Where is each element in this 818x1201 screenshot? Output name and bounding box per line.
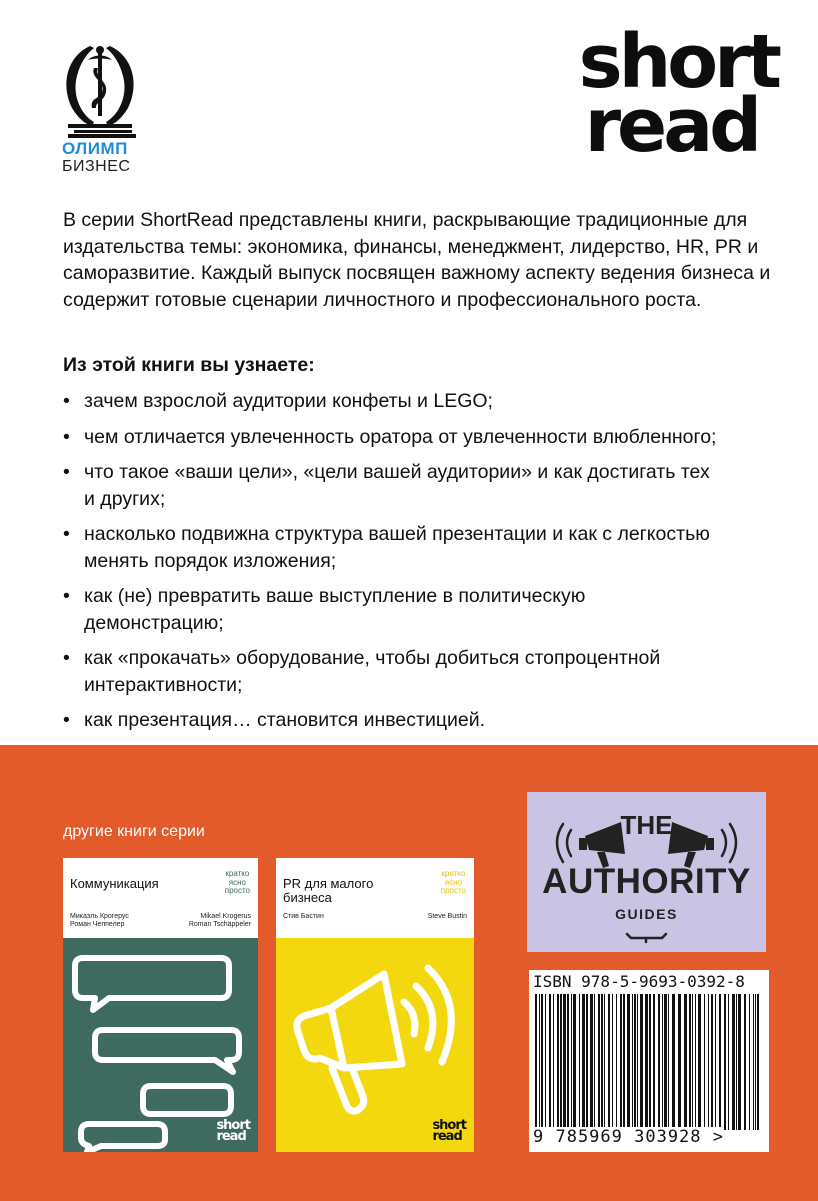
author-ru: Микаэль Крогерус xyxy=(70,913,129,920)
barcode-bar xyxy=(634,994,636,1130)
barcode-bar xyxy=(640,994,643,1130)
bullet-marker: • xyxy=(63,523,70,545)
list-item-text: зачем взрослой аудитории конфеты и LEGO; xyxy=(84,390,493,412)
barcode-bar xyxy=(736,994,737,1130)
barcode-bar xyxy=(689,994,691,1130)
bullet-marker: • xyxy=(63,709,70,731)
barcode-bar xyxy=(601,994,603,1130)
barcode-bar xyxy=(573,994,576,1130)
list-item-text: что такое «ваши цели», «цели вашей аудитории» и как достигать тех и других; xyxy=(84,461,710,510)
barcode-bar xyxy=(608,994,610,1130)
author-en: Roman Tschäppeler xyxy=(188,920,251,928)
barcode-bar xyxy=(757,994,759,1130)
series-logo-line1: short xyxy=(578,19,778,105)
barcode-bar xyxy=(662,994,663,1130)
list-item-text: как «прокачать» оборудование, чтобы добиться стопроцентной интерактивности; xyxy=(84,647,661,696)
book-series-logo-line: read xyxy=(432,1129,462,1144)
book-series-logo xyxy=(432,1120,466,1142)
barcode-bar xyxy=(738,994,741,1130)
barcode-bar xyxy=(744,994,746,1130)
barcode-bar xyxy=(632,994,633,1130)
book-tag-word: ясно xyxy=(444,877,462,887)
list-item xyxy=(63,424,775,451)
barcode-bar xyxy=(571,994,572,1130)
barcode-bar xyxy=(612,994,613,1130)
list-item-text: как (не) превратить ваше выступление в политическую демонстрацию; xyxy=(84,585,586,634)
publisher-name-line1: ОЛИМП xyxy=(62,139,128,158)
publisher-name-line2: БИЗНЕС xyxy=(62,158,131,175)
barcode-bar xyxy=(678,994,681,1130)
barcode-bar xyxy=(719,994,721,1130)
barcode-bar xyxy=(708,994,709,1130)
author-ru: Роман Чеппелер xyxy=(70,920,125,928)
barcode-bar xyxy=(692,994,693,1130)
list-item xyxy=(63,583,775,636)
book-title: PR для малого бизнеса xyxy=(283,876,374,905)
barcode-bar xyxy=(586,994,588,1130)
barcode-bar xyxy=(749,994,750,1130)
barcode-bar xyxy=(664,994,667,1130)
list-item xyxy=(63,459,775,512)
barcode-bar xyxy=(604,994,605,1130)
barcode-bar xyxy=(545,994,546,1130)
barcode-bar xyxy=(728,994,729,1130)
book-title: Коммуникация xyxy=(70,876,159,891)
barcode-bar xyxy=(684,994,687,1130)
barcode-bar xyxy=(711,994,713,1130)
barcode-bar xyxy=(560,994,562,1130)
series-logo xyxy=(578,19,778,169)
barcode-bar xyxy=(541,994,543,1130)
learn-list xyxy=(63,388,775,743)
bullet-marker: • xyxy=(63,425,70,448)
barcode-bar xyxy=(539,994,540,1130)
barcode-bar xyxy=(724,994,726,1130)
barcode-bar xyxy=(598,994,600,1130)
authority-line3: GUIDES xyxy=(615,906,678,922)
barcode-bar xyxy=(553,994,554,1130)
barcode-bar xyxy=(567,994,569,1130)
barcode-bar xyxy=(535,994,537,1130)
book-tag-word: просто xyxy=(440,886,466,895)
list-item xyxy=(63,388,775,415)
learn-heading: Из этой книги вы узнаете: xyxy=(63,354,315,376)
isbn-barcode xyxy=(529,970,769,1152)
barcode-bar xyxy=(715,994,716,1130)
bullet-marker: • xyxy=(63,461,70,483)
book-tagline xyxy=(225,870,250,896)
barcode-icon xyxy=(535,994,763,1130)
book-series-logo-line: read xyxy=(216,1129,246,1144)
barcode-bar xyxy=(637,994,638,1130)
bullet-marker: • xyxy=(63,390,70,412)
book-tag-word: просто xyxy=(224,886,250,895)
barcode-bar xyxy=(672,994,675,1130)
list-item-text: насколько подвижна структура вашей презентации и как с легкостью менять порядок изложения; xyxy=(84,523,710,572)
list-item xyxy=(63,645,775,698)
publisher-name xyxy=(62,140,130,176)
series-description: В серии ShortRead представлены книги, раскрывающие традиционные для издательства темы: экономика, финансы, менеджмент, лидерство, HR, PR и саморазвитие. Каждый выпуск посвящен важному аспекту ведения бизнеса и содержит готовые сценарии личностного и профессионального роста. xyxy=(63,209,771,311)
barcode-bar xyxy=(557,994,559,1130)
barcode-bar xyxy=(658,994,660,1130)
barcode-bar xyxy=(695,994,696,1130)
author-en: Mikael Krogerus xyxy=(200,913,251,920)
barcode-bar xyxy=(627,994,630,1130)
book-cover-pr xyxy=(276,858,474,1152)
author-en: Steve Bustin xyxy=(427,913,467,920)
barcode-bar xyxy=(620,994,622,1130)
isbn-label: ISBN 978-5-9693-0392-8 xyxy=(533,972,745,991)
barcode-bar xyxy=(753,994,754,1130)
barcode-bar xyxy=(755,994,756,1130)
barcode-bar xyxy=(594,994,595,1130)
book-tag-word: кратко xyxy=(441,869,466,878)
list-item xyxy=(63,521,775,574)
book-cover-header xyxy=(276,858,474,938)
book-tag-word: ясно xyxy=(228,877,246,887)
barcode-bar xyxy=(645,994,648,1130)
barcode-bar xyxy=(579,994,580,1130)
barcode-bar xyxy=(668,994,669,1130)
book-series-logo xyxy=(216,1120,250,1142)
barcode-bar xyxy=(590,994,593,1130)
barcode-bar xyxy=(549,994,551,1130)
book-series-logo-line: short xyxy=(432,1118,466,1133)
author-ru: Стив Бастин xyxy=(283,913,324,920)
laurel-wreath-icon xyxy=(50,38,150,138)
bullet-marker: • xyxy=(63,647,70,669)
authority-line1: THE xyxy=(620,810,673,840)
list-item xyxy=(63,707,775,734)
list-item-text: как презентация… становится инвестицией. xyxy=(84,709,486,731)
isbn-number: 9 785969 303928 > xyxy=(533,1127,724,1147)
authority-guides-logo xyxy=(527,792,766,952)
barcode-bar xyxy=(653,994,655,1130)
barcode-bar xyxy=(616,994,617,1130)
book-cover-communication xyxy=(63,858,258,1152)
barcode-bar xyxy=(563,994,566,1130)
other-books-label: другие книги серии xyxy=(63,823,205,840)
list-item-text: чем отличается увлеченность оратора от увлеченности влюбленного; xyxy=(84,425,717,448)
barcode-bar xyxy=(649,994,651,1130)
barcode-bar xyxy=(704,994,705,1130)
barcode-bar xyxy=(623,994,625,1130)
book-cover-header xyxy=(63,858,258,938)
book-tag-word: кратко xyxy=(225,869,250,878)
book-series-logo-line: short xyxy=(216,1118,250,1133)
series-logo-line2: read xyxy=(584,83,759,169)
bullet-marker: • xyxy=(63,585,70,607)
book-tagline xyxy=(441,870,466,896)
barcode-bar xyxy=(732,994,735,1130)
barcode-bar xyxy=(698,994,701,1130)
barcode-bar xyxy=(582,994,585,1130)
authority-line2: AUTHORITY xyxy=(542,862,751,901)
